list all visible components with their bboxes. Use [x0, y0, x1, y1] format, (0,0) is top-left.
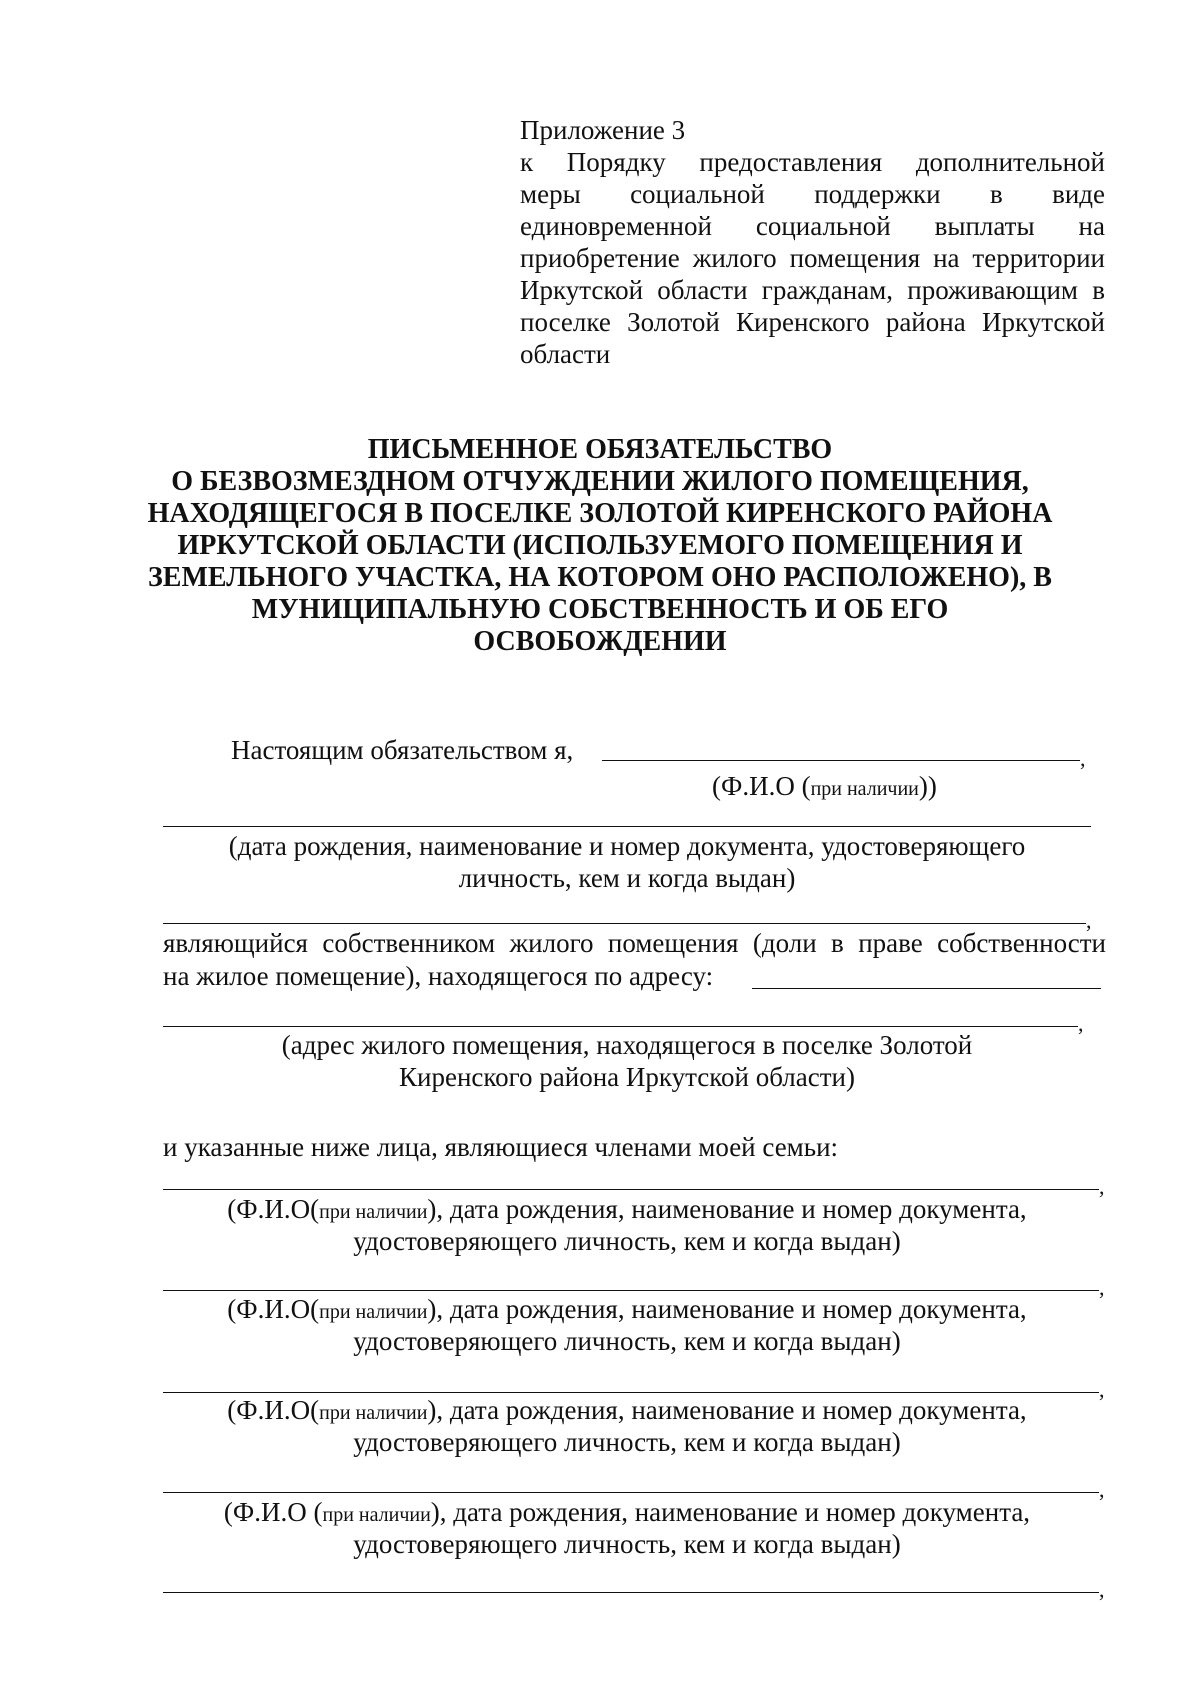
appendix-line: приобретение жилого помещения на территории	[520, 243, 1105, 273]
doc-caption-line: личность, кем и когда выдан)	[458, 863, 796, 893]
member-caption-line: удостоверяющего личность, кем и когда выдан)	[353, 1326, 901, 1356]
address-caption-line: (адрес жилого помещения, находящегося в поселке Золотой	[281, 1030, 973, 1060]
fio-field[interactable]	[602, 760, 1080, 761]
appendix-block	[520, 114, 1105, 370]
comma: ,	[1078, 1011, 1084, 1036]
appendix-line: Иркутской области гражданам, проживающим в	[520, 275, 1105, 305]
address-field-continued[interactable]	[163, 1026, 1078, 1027]
owner-line: являющийся собственником жилого помещения (доли в праве собственности	[163, 928, 1106, 958]
family-member-field[interactable]	[163, 1290, 1099, 1291]
comma: ,	[1080, 746, 1086, 771]
member-caption-line: удостоверяющего личность, кем и когда выдан)	[353, 1427, 901, 1457]
member-caption-line: удостоверяющего личность, кем и когда выдан)	[353, 1226, 901, 1256]
comma: ,	[1099, 1577, 1105, 1602]
title-line: О БЕЗВОЗМЕЗДНОМ ОТЧУЖДЕНИИ ЖИЛОГО ПОМЕЩЕНИЯ,	[171, 466, 1029, 497]
address-field[interactable]	[752, 988, 1101, 989]
owner-line: на жилое помещение), находящегося по адресу:	[163, 961, 714, 991]
appendix-line: поселке Золотой Киренского района Иркутской	[520, 307, 1105, 337]
family-member-field[interactable]	[163, 1392, 1099, 1393]
document-title	[120, 434, 1080, 658]
member-caption-line: (Ф.И.О(при наличии), дата рождения, наименование и номер документа,	[227, 1294, 1027, 1324]
appendix-line: Приложение 3	[520, 115, 686, 145]
intro-text: Настоящим обязательством я,	[231, 735, 574, 765]
document-field[interactable]	[163, 826, 1091, 827]
family-member-field[interactable]	[163, 1592, 1099, 1593]
title-line: ИРКУТСКОЙ ОБЛАСТИ (ИСПОЛЬЗУЕМОГО ПОМЕЩЕНИЯ И	[177, 530, 1023, 561]
family-member-field[interactable]	[163, 1189, 1099, 1190]
member-caption-line: удостоверяющего личность, кем и когда выдан)	[353, 1529, 901, 1559]
comma: ,	[1099, 1377, 1105, 1402]
appendix-line: меры социальной поддержки в виде	[520, 179, 1105, 209]
comma: ,	[1086, 908, 1092, 933]
family-member-field[interactable]	[163, 1492, 1099, 1493]
appendix-line: к Порядку предоставления дополнительной	[520, 147, 1105, 177]
family-intro: и указанные ниже лица, являющиеся членами моей семьи:	[163, 1132, 839, 1162]
fio-caption: (Ф.И.О (при наличии))	[712, 771, 937, 801]
document-field-continued[interactable]	[163, 923, 1086, 924]
address-caption-line: Киренского района Иркутской области)	[399, 1062, 855, 1092]
title-line: ПИСЬМЕННОЕ ОБЯЗАТЕЛЬСТВО	[367, 434, 833, 465]
member-caption-line: (Ф.И.О(при наличии), дата рождения, наименование и номер документа,	[227, 1395, 1027, 1425]
comma: ,	[1099, 1174, 1105, 1199]
title-line: НАХОДЯЩЕГОСЯ В ПОСЕЛКЕ ЗОЛОТОЙ КИРЕНСКОГО РАЙОНА	[147, 498, 1053, 529]
title-line: ЗЕМЕЛЬНОГО УЧАСТКА, НА КОТОРОМ ОНО РАСПОЛОЖЕНО), В	[148, 562, 1052, 593]
title-line: ОСВОБОЖДЕНИИ	[473, 626, 727, 657]
appendix-line: области	[520, 339, 611, 369]
comma: ,	[1099, 1275, 1105, 1300]
member-caption-line: (Ф.И.О (при наличии), дата рождения, наименование и номер документа,	[223, 1497, 1031, 1527]
comma: ,	[1099, 1477, 1105, 1502]
member-caption-line: (Ф.И.О(при наличии), дата рождения, наименование и номер документа,	[227, 1194, 1027, 1224]
doc-caption-line: (дата рождения, наименование и номер документа, удостоверяющего	[228, 831, 1026, 861]
appendix-line: единовременной социальной выплаты на	[520, 211, 1105, 241]
title-line: МУНИЦИПАЛЬНУЮ СОБСТВЕННОСТЬ И ОБ ЕГО	[251, 594, 949, 625]
